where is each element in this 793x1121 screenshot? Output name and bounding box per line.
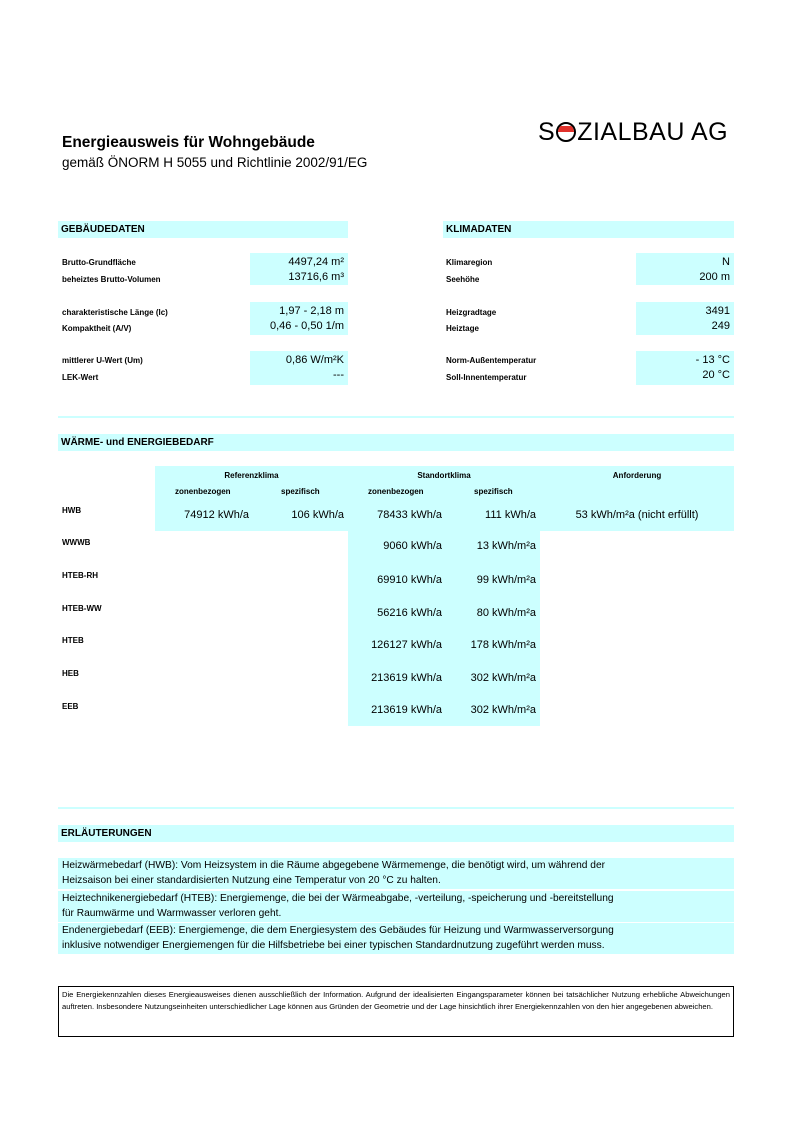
cell-hteb-rh-std-spezifisch: 99 kWh/m²a [476,574,536,586]
row-label-hteb-ww: HTEB-WW [62,604,102,613]
logo-text-right: ZIALBAU AG [577,118,729,146]
cell-eeb-std-spezifisch: 302 kWh/m²a [470,704,536,716]
label-brutto-grundflaeche: Brutto-Grundfläche [62,258,136,267]
cell-hwb-std-zonenbezogen: 78433 kWh/a [377,509,442,521]
explanation-eeb-line2: inklusive notwendiger Energiemengen für die Hilfsbetriebe bei einer typischen Standardnutzung zugeführt werden muss. [62,939,605,951]
row-label-eeb: EEB [62,702,79,711]
document-title: Energieausweis für Wohngebäude [62,134,315,151]
sub-ref-spezifisch: spezifisch [281,487,320,496]
cell-hteb-std-spezifisch: 178 kWh/m²a [470,639,536,651]
explanation-hteb-line1: Heiztechnikenergiebedarf (HTEB): Energiemenge, die bei der Wärmeabgabe, -verteilung, -speicherung und -bereitstellung [62,893,614,904]
row-label-hteb: HTEB [62,636,84,645]
sub-std-zonenbezogen: zonenbezogen [368,487,424,496]
label-seehoehe: Seehöhe [446,275,480,284]
value-heizgradtage: 3491 [705,305,730,317]
explanation-hwb [58,858,734,889]
cell-hteb-rh-std-zonenbezogen: 69910 kWh/a [377,574,442,586]
cell-heb-std-zonenbezogen: 213619 kWh/a [371,672,442,684]
section-divider [58,416,734,418]
cell-wwwb-std-zonenbezogen: 9060 kWh/a [383,540,442,552]
value-seehoehe: 200 m [699,271,730,283]
explanation-hteb-line2: für Raumwärme und Warmwasser verloren geht. [62,907,282,919]
label-heizgradtage: Heizgradtage [446,308,497,317]
group-standortklima: Standortklima [417,471,471,480]
group-anforderung: Anforderung [612,471,662,480]
label-mittlerer-u-wert: mittlerer U-Wert (Um) [62,356,143,365]
label-heiztage: Heiztage [446,324,479,333]
value-mittlerer-u-wert: 0,86 W/m²K [285,354,344,366]
cell-hwb-ref-spezifisch: 106 kWh/a [291,509,344,521]
cell-heb-std-spezifisch: 302 kWh/m²a [470,672,536,684]
cell-hwb-anforderung: 53 kWh/m²a (nicht erfüllt) [575,509,699,521]
value-box-flaeche-volumen [250,253,348,285]
row-label-heb: HEB [62,669,79,678]
value-box-laenge-kompaktheit [250,302,348,335]
value-box-u-wert-lek [250,351,348,385]
cell-hwb-std-spezifisch: 111 kWh/a [485,509,536,521]
value-soll-innentemperatur: 20 °C [702,369,730,381]
label-soll-innentemperatur: Soll-Innentemperatur [446,373,527,382]
company-logo [538,118,728,147]
row-label-hteb-rh: HTEB-RH [62,571,98,580]
row-label-hwb: HWB [62,506,82,515]
cell-hteb-std-zonenbezogen: 126127 kWh/a [371,639,442,651]
section-energiebedarf-header: WÄRME- und ENERGIEBEDARF [58,434,734,451]
label-lek-wert: LEK-Wert [62,373,99,382]
value-klimaregion: N [722,256,730,268]
cell-hwb-ref-zonenbezogen: 74912 kWh/a [184,509,249,521]
group-referenzklima: Referenzklima [224,471,279,480]
logo-text-left: S [538,118,556,146]
explanation-eeb [58,923,734,954]
section-erlaeuterungen-header: ERLÄUTERUNGEN [58,825,734,842]
cell-hteb-ww-std-zonenbezogen: 56216 kWh/a [377,607,442,619]
value-charakteristische-laenge: 1,97 - 2,18 m [279,305,344,317]
cell-wwwb-std-spezifisch: 13 kWh/m²a [476,540,536,552]
label-klimaregion: Klimaregion [446,258,493,267]
label-kompaktheit: Kompaktheit (A/V) [62,324,132,333]
value-box-temperaturen [636,351,734,385]
logo-o-mark-icon [556,122,576,142]
value-lek-wert: --- [333,369,344,381]
sub-std-spezifisch: spezifisch [474,487,513,496]
cell-eeb-std-zonenbezogen: 213619 kWh/a [371,704,442,716]
value-box-heizgradtage-heiztage [636,302,734,335]
value-box-region-seehoehe [636,253,734,285]
document-subtitle: gemäß ÖNORM H 5055 und Richtlinie 2002/91/EG [62,155,368,170]
value-brutto-grundflaeche: 4497,24 m² [288,256,344,268]
label-charakteristische-laenge: charakteristische Länge (lc) [62,308,168,317]
value-brutto-volumen: 13716,6 m³ [288,271,344,283]
label-norm-aussentemperatur: Norm-Außentemperatur [446,356,537,365]
explanation-hwb-line1: Heizwärmebedarf (HWB): Vom Heizsystem in die Räume abgegebene Wärmemenge, die benötigt wird, um während der [62,860,606,871]
value-heiztage: 249 [711,320,730,332]
row-label-wwwb: WWWB [62,538,91,547]
sub-ref-zonenbezogen: zonenbezogen [175,487,231,496]
section-gebaeudedaten-header: GEBÄUDEDATEN [58,221,348,238]
cell-hteb-ww-std-spezifisch: 80 kWh/m²a [476,607,536,619]
explanation-eeb-line1: Endenergiebedarf (EEB): Energiemenge, die dem Energiesystem des Gebäudes für Heizung und Warmwasserversorgung [62,925,614,936]
value-kompaktheit: 0,46 - 0,50 1/m [270,320,344,332]
value-norm-aussentemperatur: - 13 °C [695,354,730,366]
energy-table-standort-column [348,531,540,726]
explanation-hwb-line2: Heizsaison bei einer standardisierten Nutzung eine Temperatur von 20 °C zu halten. [62,874,441,886]
label-brutto-volumen: beheiztes Brutto-Volumen [62,275,161,284]
section-klimadaten-header: KLIMADATEN [443,221,734,238]
section-divider [58,807,734,809]
explanation-hteb [58,891,734,922]
disclaimer-box: Die Energiekennzahlen dieses Energieausweises dienen ausschließlich der Information. Aufgrund der idealisierten Eingangsparameter können bei tatsächlicher Nutzung erhebliche Abweichungen auftreten. Insbesondere Nutzungseinheiten unterschiedlicher Lage können aus Gründen der Geometrie und der Lage hinsichtlich ihrer Energiekennzahlen von den hier angegebenen abweichen. [58,986,734,1037]
